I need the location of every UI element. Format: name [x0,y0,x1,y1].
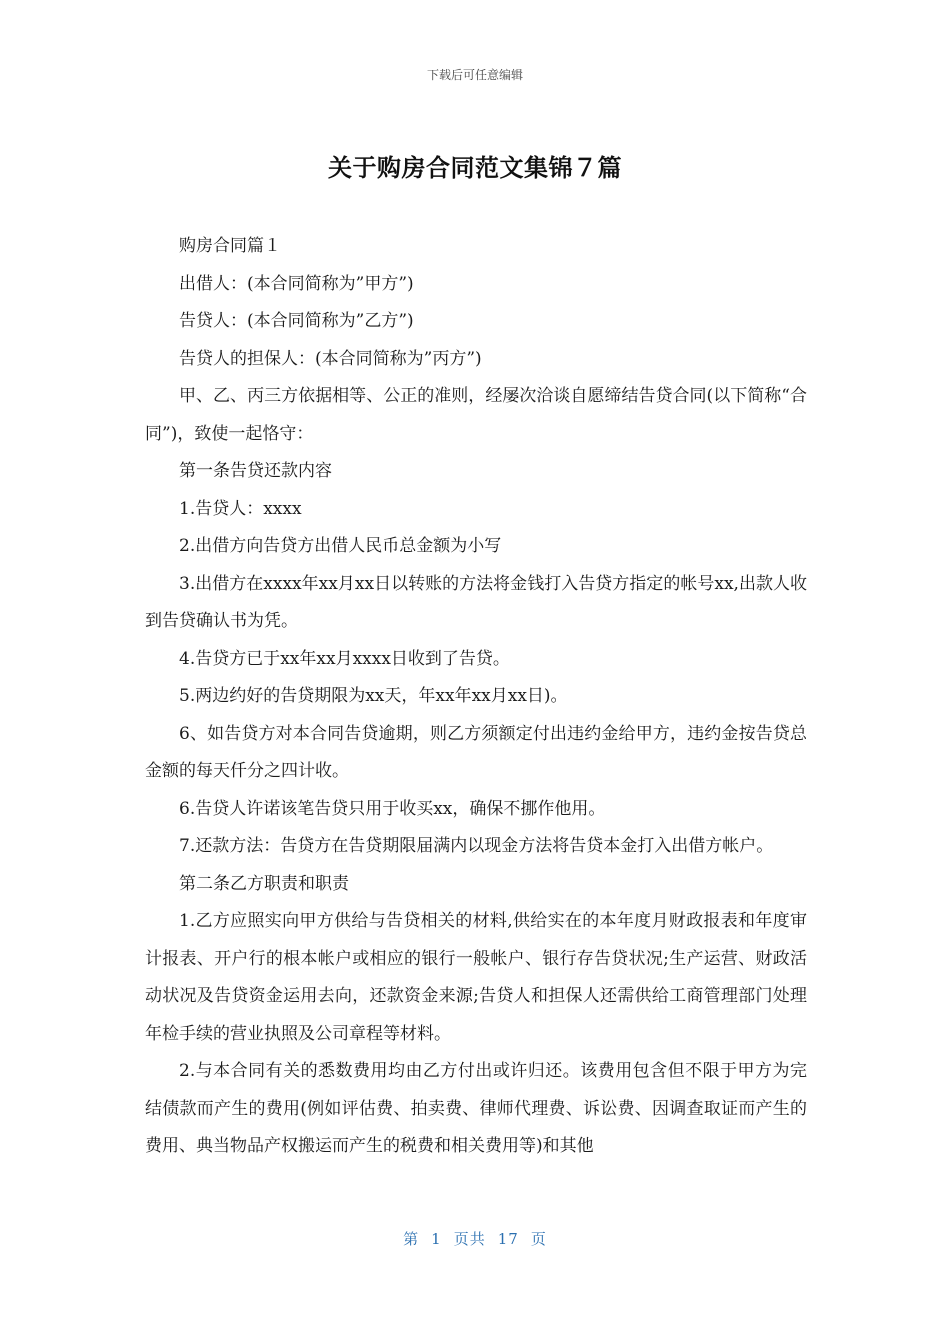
paragraph: 3.出借方在xxxx年xx月xx日以转账的方法将金钱打入告贷方指定的帐号xx,出款人收到告贷确认书为凭。 [145,573,807,631]
footer-total-pages: 17 [497,1230,519,1248]
document-title: 关于购房合同范文集锦７篇 [328,154,622,182]
footer-page-number: 1 [431,1230,442,1248]
footer-page-word: 第 [403,1230,420,1248]
section-heading: 第二条乙方职责和职责 [179,873,349,894]
paragraph: 告贷人：(本合同简称为”乙方”) [179,311,414,331]
paragraph: 5.两边约好的告贷期限为xx天，年xx年xx月xx日)。 [179,686,568,706]
paragraph: 1.告贷人：xxxx [179,498,302,519]
paragraph: 1.乙方应照实向甲方供给与告贷相关的材料,供给实在的本年度月财政报表和年度审计报表、开户行的根本帐户或相应的银行一般帐户、银行存告贷状况;生产运营、财政活动状况及告贷资金运用去向，还款资金来源;告贷人和担保人还需供给工商管理部门处理年检手续的营业执照及公司章程等材料。 [145,911,807,1044]
paragraph: 购房合同篇１ [179,236,281,256]
paragraph: 2.出借方向告贷方出借人民币总金额为小写 [179,536,502,556]
section-heading: 第一条告贷还款内容 [179,461,332,481]
footer-total-word: 页共 [453,1230,486,1248]
paragraph: 告贷人的担保人：(本合同简称为”丙方”) [179,348,482,369]
paragraph: 4.告贷方已于xx年xx月xxxx日收到了告贷。 [179,648,510,669]
page-footer [0,1228,950,1249]
footer-end-word: 页 [530,1230,547,1248]
header-note: 下载后可任意编辑 [426,68,523,82]
paragraph: 7.还款方法：告贷方在告贷期限届满内以现金方法将告贷本金打入出借方帐户。 [179,836,774,856]
document-body [145,228,807,1166]
paragraph: 6.告贷人许诺该笔告贷只用于收买xx，确保不挪作他用。 [179,798,606,819]
paragraph: 甲、乙、丙三方依据相等、公正的准则，经屡次洽谈自愿缔结告贷合同(以下简称“合同”)，致使一起恪守： [145,386,807,444]
paragraph: 2.与本合同有关的悉数费用均由乙方付出或许归还。该费用包含但不限于甲方为完结债款而产生的费用(例如评估费、拍卖费、律师代理费、诉讼费、因调查取证而产生的费用、典当物品产权搬运而产生的税费和相关费用等)和其他 [145,1061,807,1156]
paragraph: 6、如告贷方对本合同告贷逾期，则乙方须额定付出违约金给甲方，违约金按告贷总金额的每天仟分之四计收。 [145,723,807,781]
paragraph: 出借人：(本合同简称为”甲方”) [179,273,414,294]
